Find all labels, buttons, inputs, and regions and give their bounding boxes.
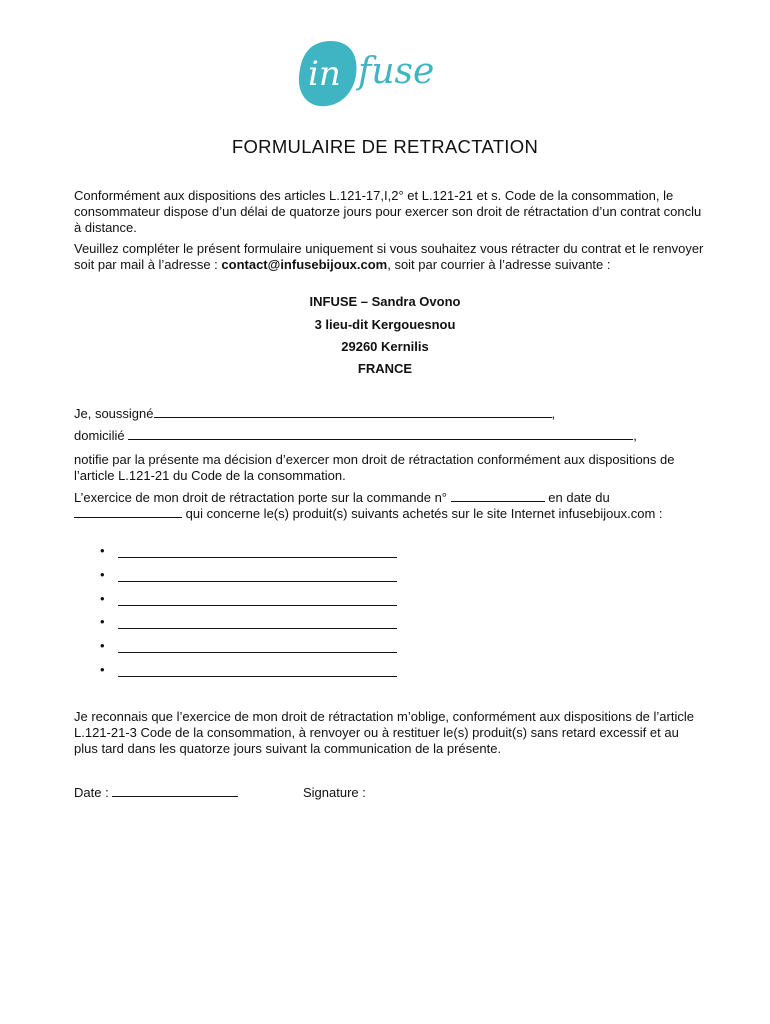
- document-title: FORMULAIRE DE RETRACTATION: [231, 136, 539, 157]
- domicile-blank[interactable]: [128, 428, 633, 440]
- infuse-logo: [296, 38, 464, 108]
- domicile-line: domicilié ,: [74, 428, 637, 443]
- order-number-blank[interactable]: [451, 490, 545, 502]
- product-blank-5[interactable]: [118, 652, 397, 653]
- bullet: •: [100, 614, 105, 629]
- address-line-street: 3 lieu-dit Kergouesnou: [314, 317, 456, 332]
- commande-paragraph: L’exercice de mon droit de rétractation porte sur la commande n° en date du qui concerne le(s) produit(s) suivants achetés sur le site Internet infusebijoux.com :: [74, 490, 663, 521]
- bullet: •: [100, 662, 105, 677]
- bullet: •: [100, 567, 105, 582]
- date-line: [74, 785, 274, 801]
- address-line-name: INFUSE – Sandra Ovono: [309, 294, 461, 309]
- intro-p2-text-b: , soit par courrier à l’adresse suivante :: [387, 257, 611, 272]
- notifie-paragraph: notifie par la présente ma décision d’exercer mon droit de rétractation conformément aux dispositions de l’article L.121-21 du Code de la consommation.: [74, 452, 675, 483]
- bullet: •: [100, 638, 105, 653]
- address-line-country: FRANCE: [357, 361, 413, 376]
- date-label: Date :: [74, 785, 109, 800]
- signature-label: Signature :: [303, 785, 366, 800]
- logo-text-fuse: fuse: [358, 51, 435, 92]
- contact-email: contact@infusebijoux.com: [221, 257, 388, 272]
- product-blank-4[interactable]: [118, 628, 397, 629]
- soussigne-line: Je, soussigné ,: [74, 406, 556, 421]
- order-date-blank[interactable]: [74, 506, 182, 518]
- bullet: •: [100, 543, 105, 558]
- product-blank-6[interactable]: [118, 676, 397, 677]
- soussigne-blank[interactable]: [154, 406, 552, 418]
- bullet: •: [100, 591, 105, 606]
- intro-paragraph-1: Conformément aux dispositions des articles L.121-17,I,2° et L.121-21 et s. Code de la consommation, le consommateur dispose d’un délai de quatorze jours pour exercer son droit de rétractation d’un contrat conclu à distance.: [74, 188, 702, 235]
- product-blank-2[interactable]: [118, 581, 397, 582]
- domicile-label: domicilié: [74, 428, 125, 443]
- intro-p2-text-a: Veuillez compléter le présent formulaire uniquement si vous souhaitez vous rétracter du contrat et le renvoyer soit par mail à l’adresse :: [74, 241, 704, 272]
- product-blank-3[interactable]: [118, 605, 397, 606]
- intro-paragraph-2: [74, 241, 704, 273]
- address-line-city: 29260 Kernilis: [341, 339, 429, 354]
- product-blank-1[interactable]: [118, 557, 397, 558]
- date-blank[interactable]: [112, 785, 238, 797]
- logo-text-in: in: [308, 54, 341, 94]
- closing-paragraph: Je reconnais que l’exercice de mon droit de rétractation m’oblige, conformément aux dispositions de l’article L.121-21-3 Code de la consommation, à renvoyer ou à restituer le(s) produit(s) sans retard excessif et au plus tard dans les quatorze jours suivant la communication de la présente.: [74, 709, 694, 756]
- soussigne-label: Je, soussigné: [74, 406, 154, 421]
